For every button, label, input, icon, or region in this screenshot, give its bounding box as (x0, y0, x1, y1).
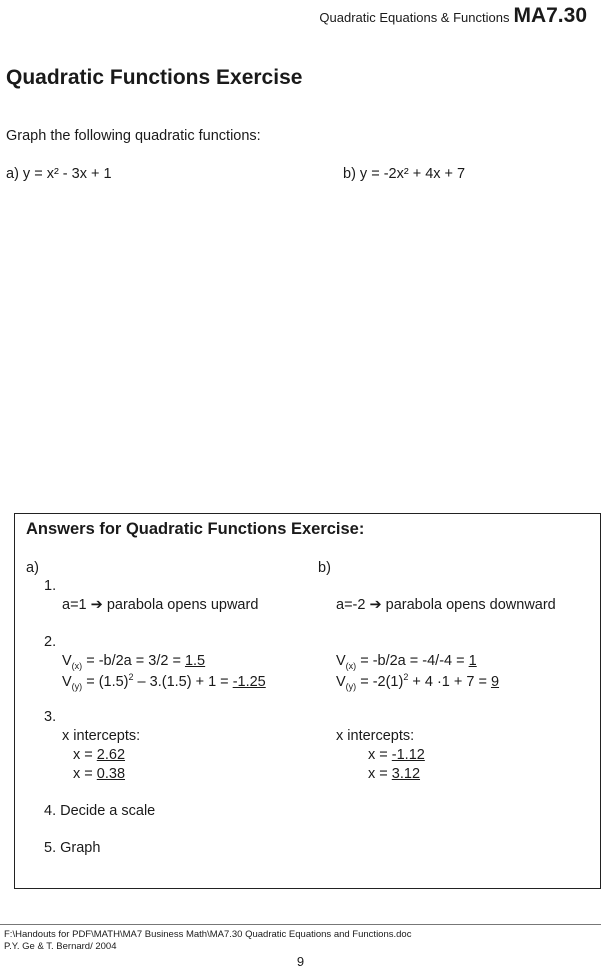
a-vx-expr: = -b/2a = 3/2 = (86, 653, 185, 669)
footer-divider (0, 924, 601, 925)
b-xint-label: x intercepts: (336, 728, 415, 744)
a-x1-value: 2.62 (96, 747, 126, 763)
a-vy-exp: 2 (128, 672, 134, 682)
a-x1-label: x = (73, 747, 97, 763)
a-vx-value: 1.5 (184, 653, 206, 669)
b-vertex-y (336, 672, 499, 692)
header-code: MA7.30 (513, 4, 587, 27)
header-title: Quadratic Equations & Functions (319, 10, 510, 25)
vertex-letter: V (336, 653, 346, 669)
step2-label: 2. (44, 634, 57, 650)
problem-a: a) y = x² - 3x + 1 (6, 166, 112, 182)
page-number: 9 (296, 954, 305, 969)
b-vy-value: 9 (490, 673, 500, 690)
b-opens-rest: parabola opens downward (385, 597, 556, 613)
answers-box (14, 513, 601, 889)
a-x1 (73, 747, 125, 763)
footer-author: P.Y. Ge & T. Bernard/ 2004 (4, 941, 117, 952)
step3-label: 3. (44, 709, 57, 725)
b-x1-value: -1.12 (391, 747, 425, 763)
b-x1 (368, 747, 425, 763)
b-vy-exp: 2 (403, 672, 409, 682)
problem-b: b) y = -2x² + 4x + 7 (343, 166, 466, 182)
running-header (319, 4, 587, 28)
vertex-letter: V (62, 653, 72, 669)
vertex-letter: V (336, 673, 346, 690)
a-vy-expr-1: = (1.5) (86, 673, 129, 690)
step4-text: 4. Decide a scale (44, 803, 156, 819)
b-x2-value: 3.12 (391, 766, 421, 782)
a-vy-value: -1.25 (232, 673, 266, 690)
a-opens-rest: parabola opens upward (106, 597, 259, 613)
a-opens (62, 597, 258, 613)
arrow-icon: ➔ (369, 597, 382, 613)
b-vy-expr-2: + 4 ·1 + 7 = (408, 673, 491, 690)
answers-title: Answers for Quadratic Functions Exercise: (26, 520, 365, 538)
arrow-icon: ➔ (90, 597, 103, 613)
a-x2 (73, 766, 125, 782)
col-b-label: b) (318, 560, 331, 576)
a-opens-text: a=1 (62, 597, 87, 613)
b-vx-expr: = -b/2a = -4/-4 = (360, 653, 469, 669)
vertex-letter: V (62, 673, 72, 690)
a-vertex-y (62, 672, 266, 692)
b-opens (336, 597, 556, 613)
b-vy-expr-1: = -2(1) (360, 673, 404, 690)
b-vy-sub: (y) (345, 681, 357, 692)
a-vx-sub: (x) (71, 660, 83, 671)
col-a-label: a) (26, 560, 39, 576)
b-opens-text: a=-2 (336, 597, 366, 613)
a-x2-value: 0.38 (96, 766, 126, 782)
b-vx-value: 1 (468, 653, 477, 669)
b-x1-label: x = (368, 747, 392, 763)
a-vy-expr-2: – 3.(1.5) + 1 = (133, 673, 233, 690)
b-vx-sub: (x) (345, 660, 357, 671)
step1-label: 1. (44, 578, 57, 594)
a-vy-sub: (y) (71, 681, 83, 692)
b-x2 (368, 766, 420, 782)
page-title: Quadratic Functions Exercise (6, 66, 303, 89)
a-xint-label: x intercepts: (62, 728, 141, 744)
step5-text: 5. Graph (44, 840, 101, 856)
instruction-text: Graph the following quadratic functions: (6, 128, 261, 144)
a-vertex-x (62, 653, 205, 671)
b-vertex-x (336, 653, 477, 671)
a-x2-label: x = (73, 766, 97, 782)
footer-path: F:\Handouts for PDF\MATH\MA7 Business Math\MA7.30 Quadratic Equations and Functions.doc (4, 929, 412, 940)
b-x2-label: x = (368, 766, 392, 782)
